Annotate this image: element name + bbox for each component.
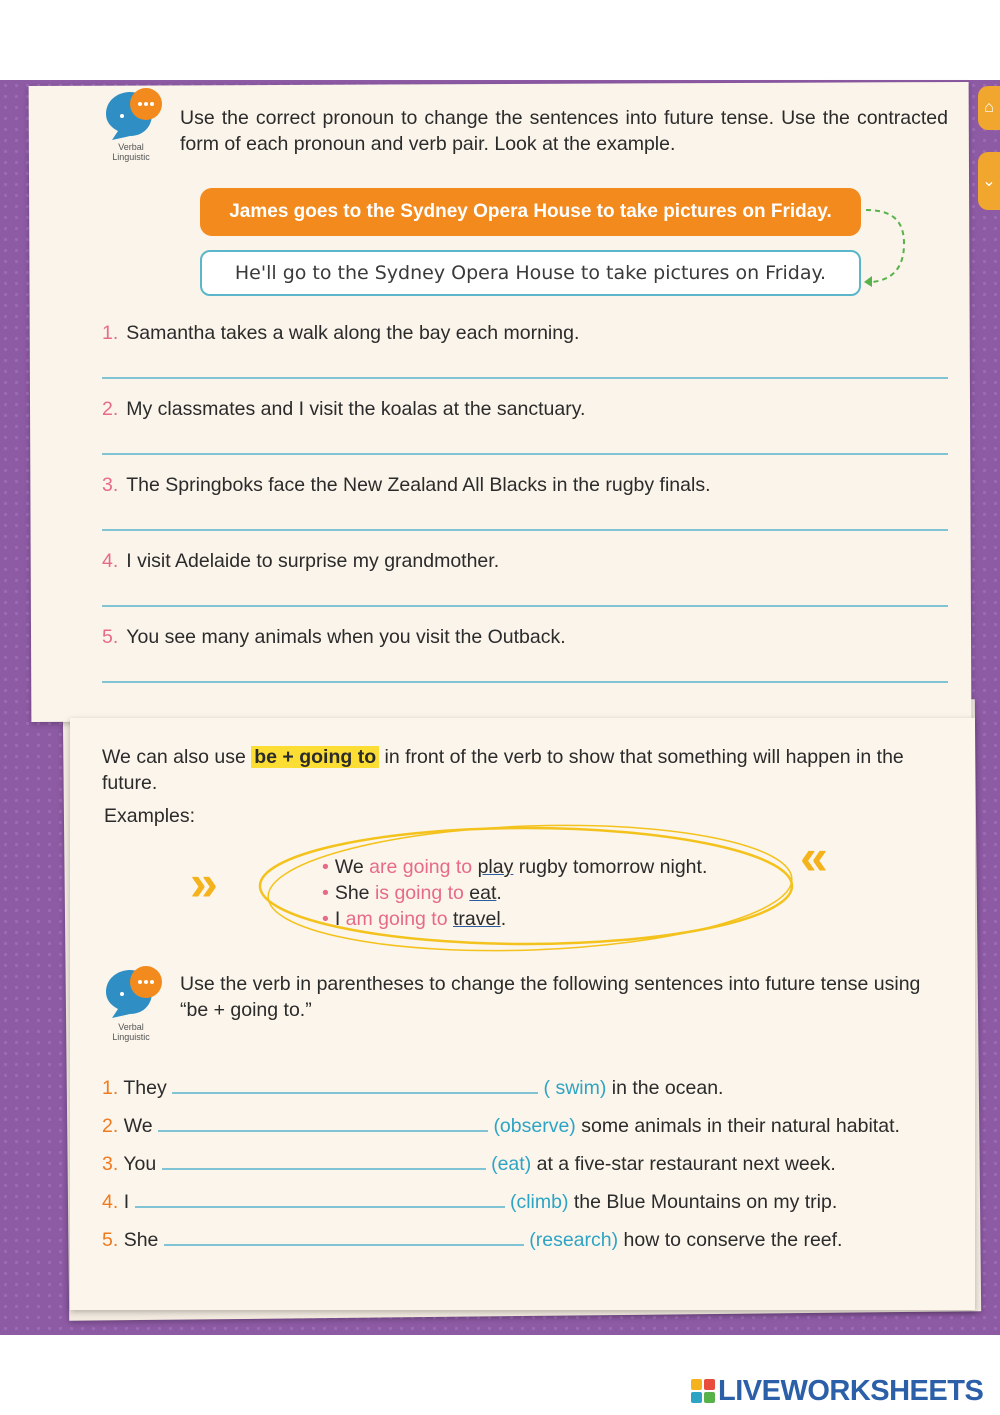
question-1: [102, 322, 579, 345]
question-3: [102, 474, 711, 497]
fill-blank-2[interactable]: [158, 1114, 488, 1132]
liveworksheets-logo[interactable]: [690, 1376, 983, 1406]
side-tab-top[interactable]: ⌂: [978, 86, 1000, 130]
fill-verb: (research): [529, 1229, 619, 1251]
side-tab-bottom[interactable]: ⌄: [978, 152, 1000, 210]
fill-number: 1.: [102, 1077, 119, 1099]
question-number: 2.: [102, 398, 119, 420]
fill-number: 3.: [102, 1153, 119, 1175]
fill-item-1: [102, 1076, 723, 1100]
fill-verb: ( swim): [543, 1077, 607, 1099]
fill-subject: We: [123, 1115, 153, 1137]
icon-label-linguistic: Linguistic: [112, 152, 150, 162]
grammar-note: [102, 744, 948, 796]
answer-line-2[interactable]: [102, 453, 948, 455]
fill-rest: some animals in their natural habitat.: [581, 1115, 900, 1137]
icon-label-linguistic: Linguistic: [112, 1032, 150, 1042]
fill-item-5: [102, 1228, 842, 1252]
section2-instruction: Use the verb in parentheses to change the following sentences into future tense using “be + going to.”: [180, 973, 921, 1021]
question-number: 5.: [102, 626, 119, 648]
question-4: [102, 550, 499, 573]
icon-label-verbal: Verbal: [118, 142, 144, 152]
double-chevron-left-icon: «: [800, 829, 828, 885]
question-number: 3.: [102, 474, 119, 496]
example-subject: I: [334, 908, 341, 930]
liveworksheets-logo-icon: [690, 1378, 716, 1404]
fill-subject: They: [123, 1077, 167, 1099]
example-answer: He'll go to the Sydney Opera House to take pictures on Friday.: [200, 250, 861, 296]
fill-number: 4.: [102, 1191, 119, 1213]
speech-bubbles-icon: [100, 962, 170, 1042]
fill-rest: in the ocean.: [611, 1077, 724, 1099]
example-subject: She: [334, 882, 370, 904]
example-aux: are going to: [369, 856, 473, 878]
fill-subject: She: [123, 1229, 159, 1251]
question-text: You see many animals when you visit the Outback.: [126, 626, 566, 648]
dashed-arrow-icon: [860, 204, 910, 290]
example-rest: rugby tomorrow night.: [518, 856, 708, 878]
section1-instruction: Use the correct pronoun to change the sentences into future tense. Use the contracted form of each pronoun and verb pair. Look at the example.: [180, 107, 948, 155]
fill-number: 5.: [102, 1229, 119, 1251]
double-chevron-right-icon: »: [190, 855, 218, 911]
answer-line-3[interactable]: [102, 529, 948, 531]
fill-subject: You: [123, 1153, 157, 1175]
answer-line-4[interactable]: [102, 605, 948, 607]
question-5: [102, 626, 566, 649]
icon-label-verbal: Verbal: [118, 1022, 144, 1032]
fill-rest: at a five-star restaurant next week.: [536, 1153, 836, 1175]
grammar-text-after: in front of the verb to show that something will happen in the future.: [102, 746, 904, 794]
fill-item-4: [102, 1190, 837, 1214]
example-aux: am going to: [345, 908, 448, 930]
fill-subject: I: [123, 1191, 130, 1213]
question-text: The Springboks face the New Zealand All Blacks in the rugby finals.: [126, 474, 711, 496]
example-sentence: James goes to the Sydney Opera House to take pictures on Friday.: [200, 188, 861, 236]
fill-blank-1[interactable]: [172, 1076, 538, 1094]
fill-verb: (climb): [509, 1191, 569, 1213]
fill-rest: how to conserve the reef.: [623, 1229, 843, 1251]
example-item-2: • She is going to eat.: [322, 882, 502, 904]
fill-number: 2.: [102, 1115, 119, 1137]
example-verb: eat: [469, 882, 497, 904]
grammar-text-before: We can also use: [102, 746, 246, 768]
question-text: My classmates and I visit the koalas at the sanctuary.: [126, 398, 586, 420]
fill-rest: the Blue Mountains on my trip.: [573, 1191, 838, 1213]
fill-item-2: [102, 1114, 900, 1138]
fill-verb: (observe): [493, 1115, 576, 1137]
example-verb: travel: [453, 908, 501, 930]
example-aux: is going to: [374, 882, 464, 904]
example-verb: play: [477, 856, 514, 878]
example-rest: .: [496, 882, 502, 904]
fill-blank-5[interactable]: [164, 1228, 524, 1246]
question-text: Samantha takes a walk along the bay each morning.: [126, 322, 580, 344]
fill-item-3: [102, 1152, 836, 1176]
answer-line-1[interactable]: [102, 377, 948, 379]
brand-name: LIVEWORKSHEETS: [718, 1374, 984, 1407]
fill-blank-3[interactable]: [162, 1152, 486, 1170]
question-text: I visit Adelaide to surprise my grandmother.: [126, 550, 500, 572]
example-subject: We: [334, 856, 364, 878]
question-2: [102, 398, 585, 421]
example-item-1: • We are going to play rugby tomorrow night.: [322, 856, 708, 878]
question-number: 4.: [102, 550, 119, 572]
examples-label: Examples:: [104, 805, 196, 827]
speech-bubbles-icon: [100, 84, 170, 164]
example-item-3: • I am going to travel.: [322, 908, 507, 930]
example-rest: .: [500, 908, 507, 930]
fill-verb: (eat): [491, 1153, 532, 1175]
grammar-highlight: be + going to: [251, 746, 379, 768]
question-number: 1.: [102, 322, 119, 344]
answer-line-5[interactable]: [102, 681, 948, 683]
fill-blank-4[interactable]: [135, 1190, 505, 1208]
